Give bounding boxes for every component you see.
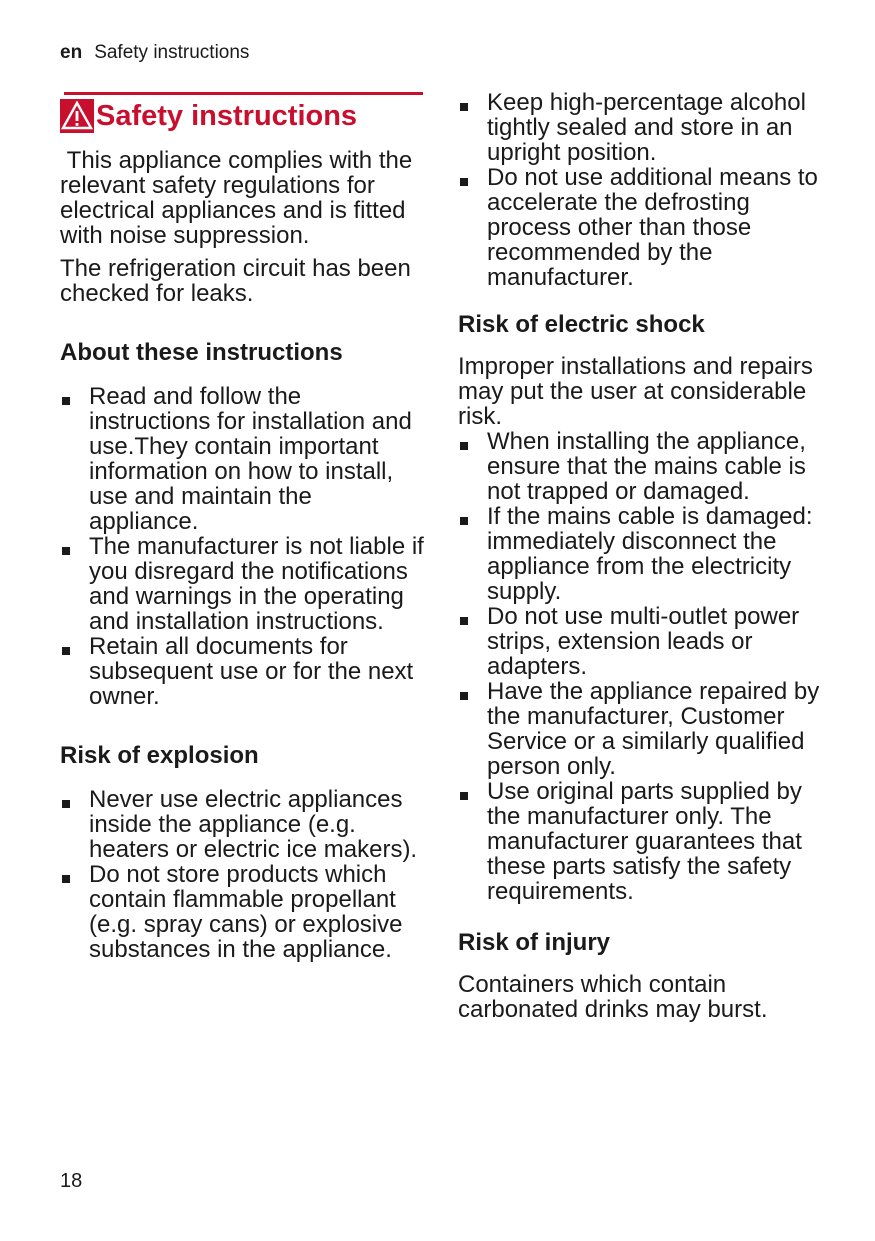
warning-triangle-icon xyxy=(60,99,94,133)
list-item: When installing the appliance, ensure that the mains cable is not trapped or damaged. xyxy=(458,429,828,504)
list-item: If the mains cable is damaged: immediately disconnect the appliance from the electricity supply. xyxy=(458,504,828,604)
bullet-icon xyxy=(460,178,468,186)
intro-paragraph: This appliance complies with the relevant safety regulations for electrical appliances and is fitted with noise suppression. xyxy=(60,147,419,249)
list-item: Have the appliance repaired by the manufacturer, Customer Service or a similarly qualified person only. xyxy=(458,679,828,779)
about-list xyxy=(60,384,425,709)
left-column xyxy=(60,92,425,962)
injury-text: Containers which contain carbonated drinks may burst. xyxy=(458,971,768,1023)
bullet-icon xyxy=(62,800,70,808)
bullet-icon xyxy=(460,517,468,525)
bullet-icon xyxy=(460,442,468,450)
running-header xyxy=(60,42,249,64)
page-number: 18 xyxy=(60,1170,83,1192)
bullet-icon xyxy=(62,397,70,405)
right-column xyxy=(458,90,828,1022)
list-item: Read and follow the instructions for installation and use.They contain important information on how to install, use and maintain the appliance. xyxy=(60,384,425,534)
bullet-icon xyxy=(62,647,70,655)
explosion-list xyxy=(60,787,425,962)
list-item: Do not use additional means to accelerate the defrosting process other than those recommended by the manufacturer. xyxy=(458,165,828,290)
bullet-icon xyxy=(460,792,468,800)
list-item: Do not store products which contain flammable propellant (e.g. spray cans) or explosive substances in the appliance. xyxy=(60,862,425,962)
shock-list xyxy=(458,429,828,904)
list-item: Use original parts supplied by the manufacturer only. The manufacturer guarantees that these parts satisfy the safety requirements. xyxy=(458,779,828,904)
bullet-icon xyxy=(460,692,468,700)
language-code: en xyxy=(60,42,83,63)
section-heading-about: About these instructions xyxy=(60,339,343,366)
list-item: Do not use multi-outlet power strips, extension leads or adapters. xyxy=(458,604,828,679)
section-heading-injury: Risk of injury xyxy=(458,929,611,956)
shock-intro: Improper installations and repairs may put the user at considerable risk. xyxy=(458,353,813,430)
section-heading-explosion: Risk of explosion xyxy=(60,742,259,769)
explosion-list-continued xyxy=(458,90,828,290)
intro-paragraph: The refrigeration circuit has been checked for leaks. xyxy=(60,255,411,307)
header-section: Safety instructions xyxy=(94,42,250,63)
section-heading-shock: Risk of electric shock xyxy=(458,311,705,338)
bullet-icon xyxy=(62,547,70,555)
list-item: Retain all documents for subsequent use or for the next owner. xyxy=(60,634,425,709)
list-item: Never use electric appliances inside the appliance (e.g. heaters or electric ice makers). xyxy=(60,787,425,862)
bullet-icon xyxy=(460,617,468,625)
page-title xyxy=(60,96,425,136)
bullet-icon xyxy=(460,103,468,111)
title-text: Safety instructions xyxy=(96,100,358,132)
bullet-icon xyxy=(62,875,70,883)
title-rule xyxy=(64,92,423,95)
intro-block xyxy=(60,148,425,306)
list-item: Keep high-percentage alcohol tightly sealed and store in an upright position. xyxy=(458,90,828,165)
list-item: The manufacturer is not liable if you disregard the notifications and warnings in the operating and installation instructions. xyxy=(60,534,425,634)
